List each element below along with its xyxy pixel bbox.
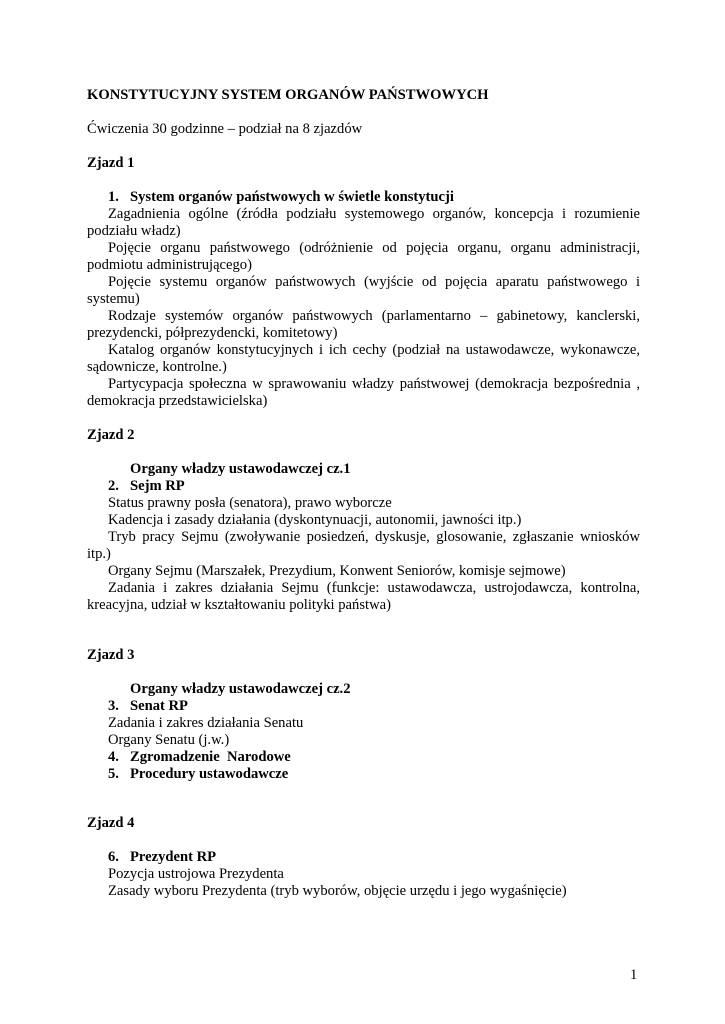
zjazd-3-item-4-title bbox=[108, 749, 291, 766]
text-line: Zagadnienia ogólne (źródła podziału systemowego organów, koncepcja i rozumienie bbox=[108, 206, 640, 222]
text-line: Rodzaje systemów organów państwowych (parlamentarno – gabinetowy, kanclerski, bbox=[108, 308, 640, 324]
page-number: 1 bbox=[630, 967, 638, 983]
text-line: systemu) bbox=[87, 291, 140, 307]
item-number: 3. bbox=[108, 698, 119, 714]
text-line: Zadania i zakres działania Senatu bbox=[108, 715, 304, 731]
zjazd-2-heading: Zjazd 2 bbox=[87, 427, 135, 443]
item-number: 1. bbox=[108, 189, 119, 205]
document-title: KONSTYTUCYJNY SYSTEM ORGANÓW PAŃSTWOWYCH bbox=[87, 87, 489, 103]
item-number: 2. bbox=[108, 478, 119, 494]
zjazd-4-item-title bbox=[108, 849, 216, 866]
item-number: 4. bbox=[108, 749, 119, 765]
zjazd-3-section-title: Organy władzy ustawodawczej cz.2 bbox=[130, 681, 351, 697]
text-line: Zasady wyboru Prezydenta (tryb wyborów, objęcie urzędu i jego wygaśnięcie) bbox=[108, 883, 567, 899]
text-line: podmiotu administrującego) bbox=[87, 257, 252, 273]
item-number: 5. bbox=[108, 766, 119, 782]
text-line: podziału władz) bbox=[87, 223, 181, 239]
text-line: Pozycja ustrojowa Prezydenta bbox=[108, 866, 284, 882]
text-line: sądownicze, kontrolne.) bbox=[87, 359, 227, 375]
text-line: Partycypacja społeczna w sprawowaniu władzy państwowej (demokracja bezpośrednia , bbox=[108, 376, 640, 392]
item-title-text: Procedury ustawodawcze bbox=[130, 766, 289, 782]
zjazd-4-heading: Zjazd 4 bbox=[87, 815, 135, 831]
item-title-text: Senat RP bbox=[130, 698, 188, 714]
zjazd-1-heading: Zjazd 1 bbox=[87, 155, 135, 171]
text-line: Status prawny posła (senatora), prawo wyborcze bbox=[108, 495, 392, 511]
item-title-text: Prezydent RP bbox=[130, 849, 217, 865]
zjazd-3-item-3-title bbox=[108, 698, 188, 715]
text-line: Pojęcie systemu organów państwowych (wyjście od pojęcia aparatu państwowego i bbox=[108, 274, 640, 290]
text-line: demokracja przedstawicielska) bbox=[87, 393, 268, 409]
zjazd-3-heading: Zjazd 3 bbox=[87, 647, 135, 663]
item-title-text: Zgromadzenie Narodowe bbox=[130, 749, 291, 765]
text-line: kreacyjna, udział w kształtowaniu polityki państwa) bbox=[87, 597, 391, 613]
zjazd-2-item-title bbox=[108, 478, 185, 495]
text-line: prezydencki, półprezydencki, komitetowy) bbox=[87, 325, 338, 341]
text-line: itp.) bbox=[87, 546, 111, 562]
text-line: Organy Senatu (j.w.) bbox=[108, 732, 230, 748]
text-line: Organy Sejmu (Marszałek, Prezydium, Konwent Seniorów, komisje sejmowe) bbox=[108, 563, 566, 579]
document-subtitle: Ćwiczenia 30 godzinne – podział na 8 zjazdów bbox=[87, 121, 363, 137]
text-line: Zadania i zakres działania Sejmu (funkcje: ustawodawcza, ustrojodawcza, kontrolna, bbox=[108, 580, 640, 596]
item-title-text: Sejm RP bbox=[130, 478, 185, 494]
zjazd-3-item-5-title bbox=[108, 766, 288, 783]
text-line: Pojęcie organu państwowego (odróżnienie od pojęcia organu, organu administracji, bbox=[108, 240, 640, 256]
text-line: Katalog organów konstytucyjnych i ich cechy (podział na ustawodawcze, wykonawcze, bbox=[108, 342, 640, 358]
item-number: 6. bbox=[108, 849, 119, 865]
zjazd-2-section-title: Organy władzy ustawodawczej cz.1 bbox=[130, 461, 351, 477]
text-line: Kadencja i zasady działania (dyskontynuacji, autonomii, jawności itp.) bbox=[108, 512, 522, 528]
zjazd-1-item-title bbox=[108, 189, 454, 206]
item-title-text: System organów państwowych w świetle konstytucji bbox=[130, 189, 454, 205]
text-line: Tryb pracy Sejmu (zwoływanie posiedzeń, dyskusje, glosowanie, zgłaszanie wniosków bbox=[108, 529, 640, 545]
